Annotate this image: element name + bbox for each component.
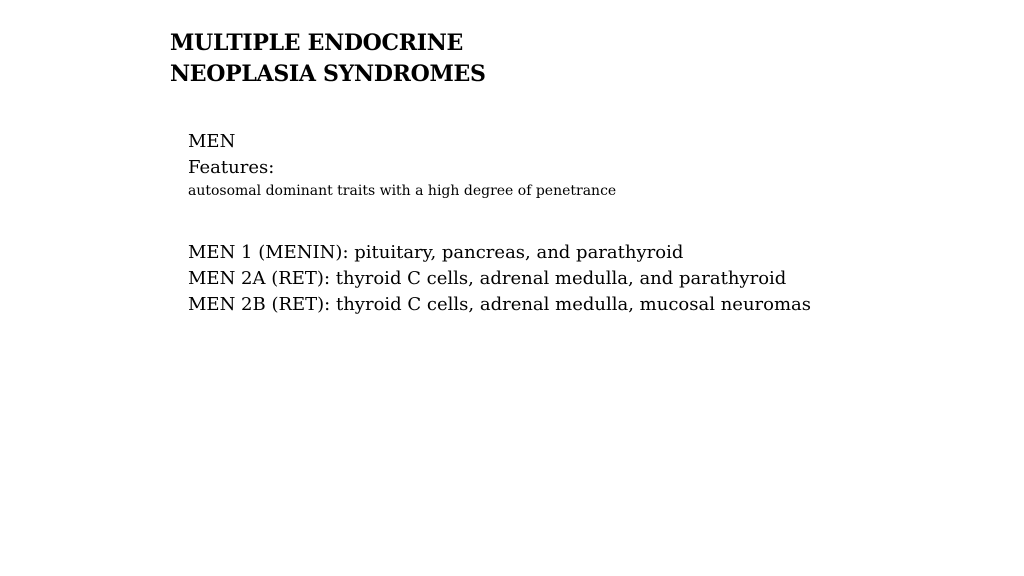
syndrome-men1: MEN 1 (MENIN): pituitary, pancreas, and parathyroid bbox=[188, 242, 684, 263]
intro-block bbox=[188, 129, 968, 201]
features-text: autosomal dominant traits with a high degree of penetrance bbox=[188, 183, 617, 199]
syndrome-men2b: MEN 2B (RET): thyroid C cells, adrenal medulla, mucosal neuromas bbox=[188, 294, 812, 315]
features-label: Features: bbox=[188, 157, 275, 178]
syndrome-list bbox=[188, 240, 1008, 318]
title-line-1: MULTIPLE ENDOCRINE bbox=[170, 30, 463, 56]
title-line-2: NEOPLASIA SYNDROMES bbox=[170, 61, 486, 87]
slide-title bbox=[170, 28, 870, 90]
intro-heading: MEN bbox=[188, 131, 236, 152]
syndrome-men2a: MEN 2A (RET): thyroid C cells, adrenal medulla, and parathyroid bbox=[188, 268, 787, 289]
